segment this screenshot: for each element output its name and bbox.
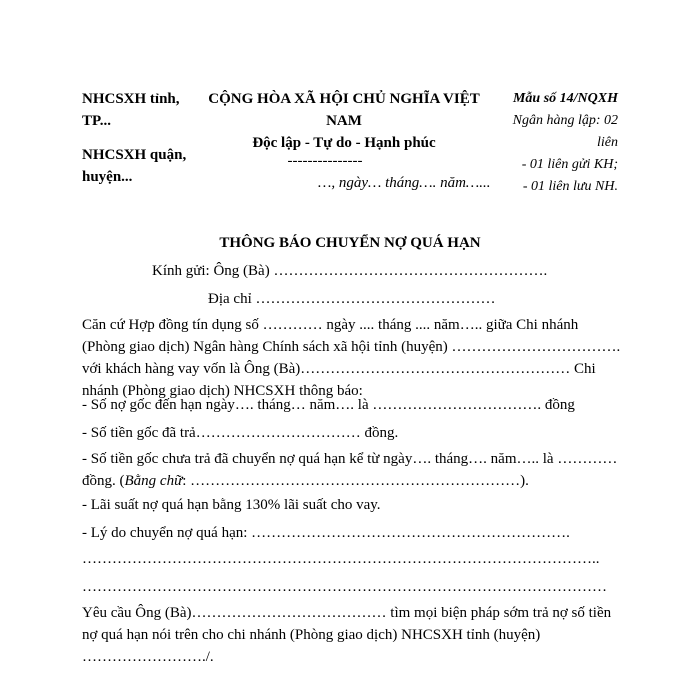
- reason-dots-line: …………………………………………………………………………………………..: [82, 551, 600, 567]
- basis-line: nhánh (Phòng giao dịch) NHCSXH thông báo:: [82, 383, 363, 399]
- issuer-province-cont: TP...: [82, 113, 112, 129]
- request-paragraph: [82, 602, 622, 668]
- basis-line: Căn cứ Hợp đồng tín dụng số ………… ngày .... tháng .... năm….. giữa Chi nhánh: [82, 317, 579, 333]
- request-line: nợ quá hạn nói trên cho chi nhánh (Phòng giao dịch) NHCSXH tỉnh (huyện): [82, 627, 541, 643]
- basis-line: với khách hàng vay vốn là Ông (Bà)……………………………………………… Chi: [82, 361, 596, 377]
- reason-item: - Lý do chuyển nợ quá hạn: ……………………………………………………….: [82, 525, 570, 541]
- copies-count-cont: liên: [597, 135, 618, 150]
- overdue-line: - Số tiền gốc chưa trả đã chuyển nợ quá hạn kể từ ngày…. tháng…. năm….. là …………: [82, 451, 618, 467]
- paid-principal-item: - Số tiền gốc đã trả…………………………… đồng.: [82, 425, 399, 441]
- issuer-block: [82, 88, 202, 188]
- form-number: Mẫu số 14/NQXH: [512, 91, 618, 106]
- national-title: CỘNG HÒA XÃ HỘI CHỦ NGHĨA VIỆT: [208, 91, 480, 107]
- words-label: Bằng chữ: [124, 473, 183, 489]
- document-title: THÔNG BÁO CHUYỂN NỢ QUÁ HẠN: [219, 235, 481, 251]
- overdue-principal-item: [82, 448, 622, 492]
- overdue-amount-words: [82, 470, 622, 492]
- motto-divider: ---------------: [287, 153, 363, 169]
- words-suffix: : …………………………………………………………).: [182, 473, 529, 489]
- basis-paragraph: [82, 314, 622, 402]
- due-principal-item: - Số nợ gốc đến hạn ngày…. tháng… năm…. là ……………………………. đồng: [82, 397, 575, 413]
- issuer-province: NHCSXH tỉnh,: [82, 91, 180, 107]
- request-line: ……………………./.: [82, 649, 214, 665]
- copy-bank: - 01 liên lưu NH.: [522, 179, 618, 194]
- form-info: [492, 88, 618, 198]
- national-header: [200, 88, 488, 168]
- national-motto: Độc lập - Tự do - Hạnh phúc: [252, 135, 436, 151]
- national-title-cont: NAM: [326, 113, 362, 129]
- basis-line: (Phòng giao dịch) Ngân hàng Chính sách xã hội tỉnh (huyện) …………………………….: [82, 339, 621, 355]
- interest-rate-item: - Lãi suất nợ quá hạn bằng 130% lãi suất cho vay.: [82, 497, 381, 513]
- recipient-line: Kính gửi: Ông (Bà) ……………………………………………….: [152, 263, 548, 279]
- words-prefix: đồng. (: [82, 473, 125, 489]
- issuer-district: NHCSXH quận,: [82, 147, 187, 163]
- request-line: Yêu cầu Ông (Bà)………………………………… tìm mọi biện pháp sớm trả nợ số tiền: [82, 605, 612, 621]
- address-line: Địa chỉ …………………………………………: [208, 291, 496, 307]
- reason-dots-line: ……………………………………………………………………………………………: [82, 579, 607, 595]
- copies-count: Ngân hàng lập: 02: [512, 113, 618, 128]
- issuer-district-cont: huyện...: [82, 169, 133, 185]
- date-line: …, ngày… tháng…. năm…...: [318, 175, 491, 191]
- copy-customer: - 01 liên gửi KH;: [521, 157, 618, 172]
